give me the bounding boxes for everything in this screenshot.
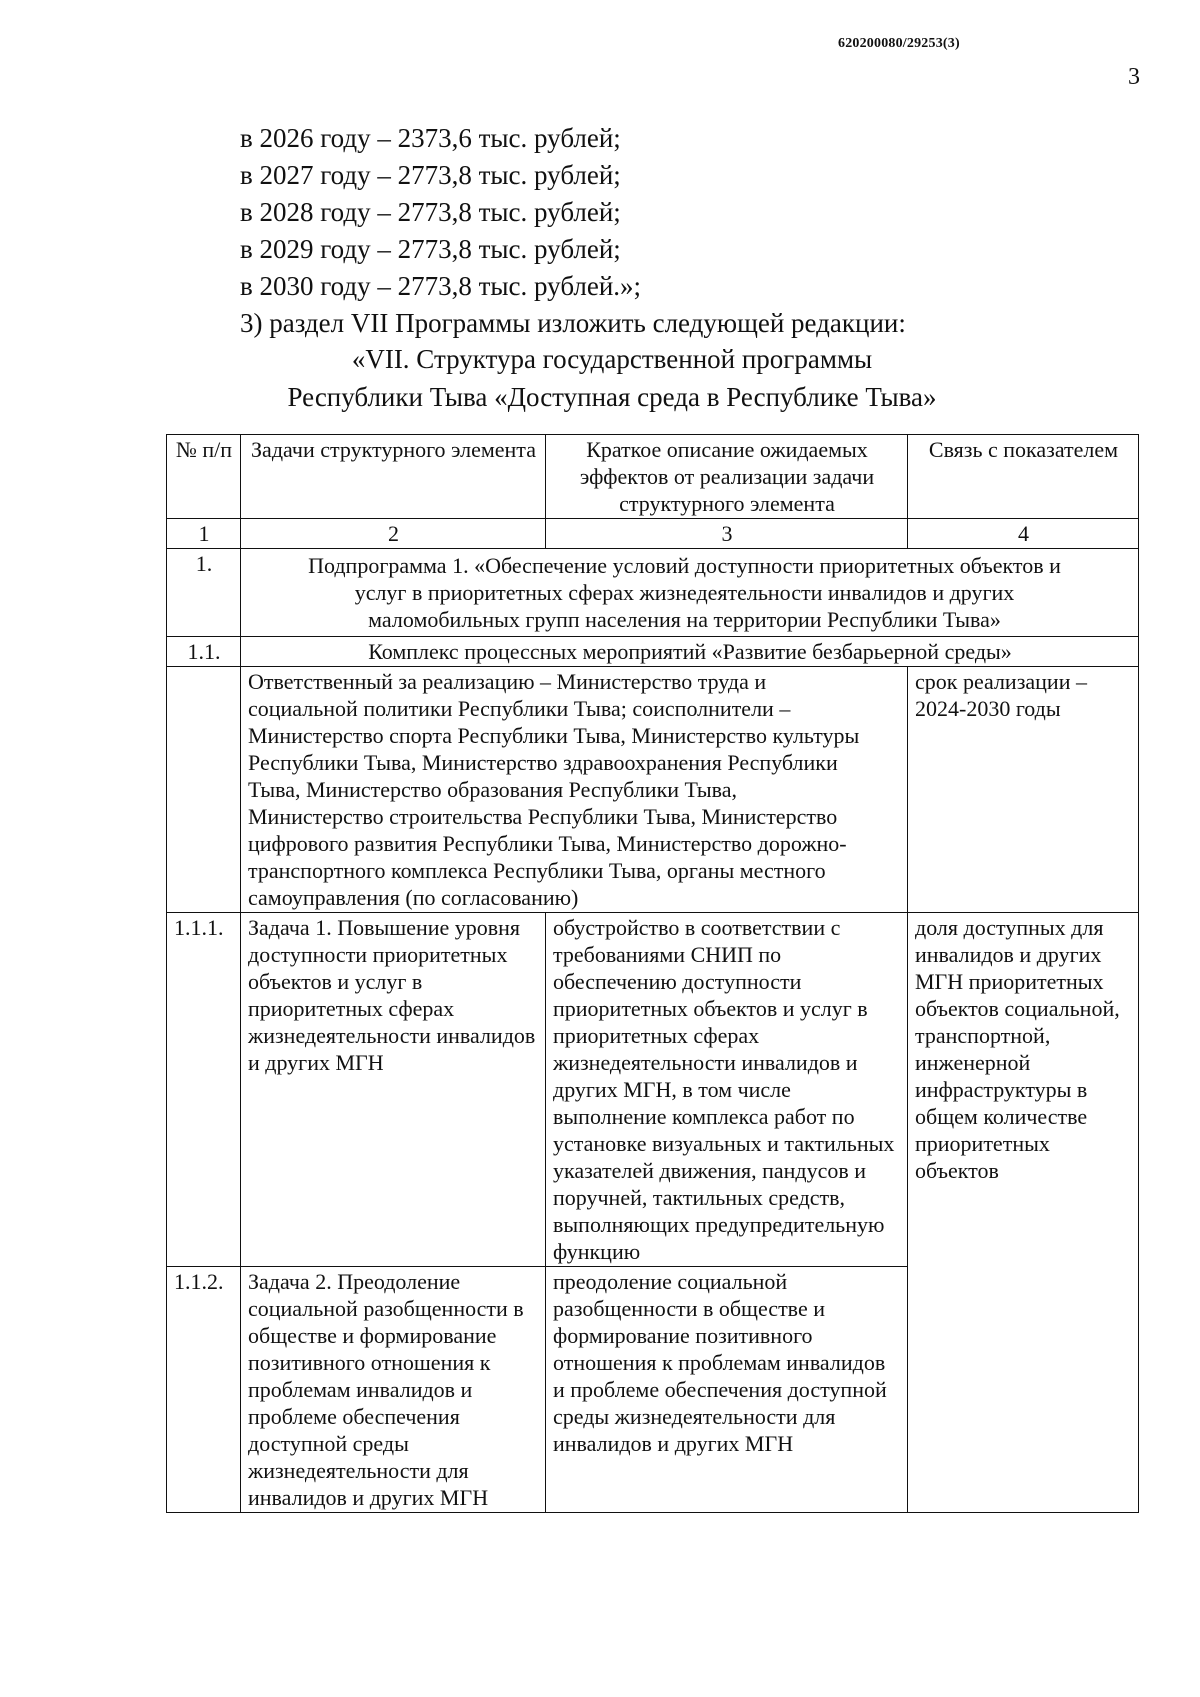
subprogram-row: [167, 549, 1139, 637]
col-number: 3: [546, 519, 908, 549]
responsible-row: [167, 667, 1139, 913]
funding-line: в 2026 году – 2373,6 тыс. рублей;: [240, 123, 621, 153]
header-row: [167, 435, 1139, 519]
section-title-line-1: «VII. Структура государственной программы: [351, 344, 873, 374]
row-num: 1.1.1.: [167, 913, 241, 1267]
document-number: 620200080/29253(3): [838, 36, 960, 51]
row-effect: преодоление социальной разобщенности в обществе и формирование позитивного отношения к проблемам инвалидов и проблеме обеспечения доступной среды жизнедеятельности для инвалидов и других МГН: [546, 1267, 908, 1513]
funding-line: в 2029 году – 2773,8 тыс. рублей;: [240, 234, 621, 264]
funding-line: в 2027 году – 2773,8 тыс. рублей;: [240, 160, 621, 190]
empty-cell: [167, 667, 241, 913]
responsible-text: Ответственный за реализацию – Министерство труда и социальной политики Республики Тыва; соисполнители – Министерство спорта Республики Тыва, Министерство культуры Республики Тыва, Министерство здравоохранения Республики Тыва, Министерство образования Республики Тыва, Министерство строительства Республики Тыва, Министерство цифрового развития Республики Тыва, Министерство дорожно-транспортного комплекса Республики Тыва, органы местного самоуправления (по согласованию): [241, 667, 908, 913]
col-number: 1: [167, 519, 241, 549]
row-task: Задача 2. Преодоление социальной разобщенности в обществе и формирование позитивного отношения к проблемам инвалидов и проблеме обеспечения доступной среды жизнедеятельности для инвалидов и других МГН: [241, 1267, 546, 1513]
table-row: [167, 913, 1139, 1267]
section-instruction: 3) раздел VII Программы изложить следующей редакции:: [240, 308, 906, 338]
complex-row: [167, 637, 1139, 667]
header-task: Задачи структурного элемента: [241, 435, 546, 519]
row-num: 1.1.2.: [167, 1267, 241, 1513]
column-number-row: [167, 519, 1139, 549]
header-effect: Краткое описание ожидаемых эффектов от реализации задачи структурного элемента: [546, 435, 908, 519]
row-task: Задача 1. Повышение уровня доступности приоритетных объектов и услуг в приоритетных сферах жизнедеятельности инвалидов и других МГН: [241, 913, 546, 1267]
funding-line: в 2030 году – 2773,8 тыс. рублей.»;: [240, 271, 642, 301]
complex-title: Комплекс процессных мероприятий «Развитие безбарьерной среды»: [241, 637, 1139, 667]
header-num: № п/п: [167, 435, 241, 519]
col-number: 4: [908, 519, 1139, 549]
page-number: 3: [1128, 64, 1140, 90]
period-text: срок реализации – 2024-2030 годы: [908, 667, 1139, 913]
col-number: 2: [241, 519, 546, 549]
structure-table: [166, 434, 1139, 1513]
funding-line: в 2028 году – 2773,8 тыс. рублей;: [240, 197, 621, 227]
complex-num: 1.1.: [167, 637, 241, 667]
subprogram-num: 1.: [167, 549, 241, 637]
subprogram-title: Подпрограмма 1. «Обеспечение условий доступности приоритетных объектов и услуг в приоритетных сферах жизнедеятельности инвалидов и других маломобильных групп населения на территории Республики Тыва»: [241, 549, 1139, 637]
section-title-line-2: Республики Тыва «Доступная среда в Республике Тыва»: [287, 382, 937, 412]
header-indicator: Связь с показателем: [908, 435, 1139, 519]
funding-lines: [240, 120, 906, 342]
row-indicator: доля доступных для инвалидов и других МГН приоритетных объектов социальной, транспортной, инженерной инфраструктуры в общем количестве приоритетных объектов: [908, 913, 1139, 1513]
row-effect: обустройство в соответствии с требованиями СНИП по обеспечению доступности приоритетных объектов и услуг в приоритетных сферах жизнедеятельности инвалидов и других МГН, в том числе выполнение комплекса работ по установке визуальных и тактильных указателей движения, пандусов и поручней, тактильных средств, выполняющих предупредительную функцию: [546, 913, 908, 1267]
